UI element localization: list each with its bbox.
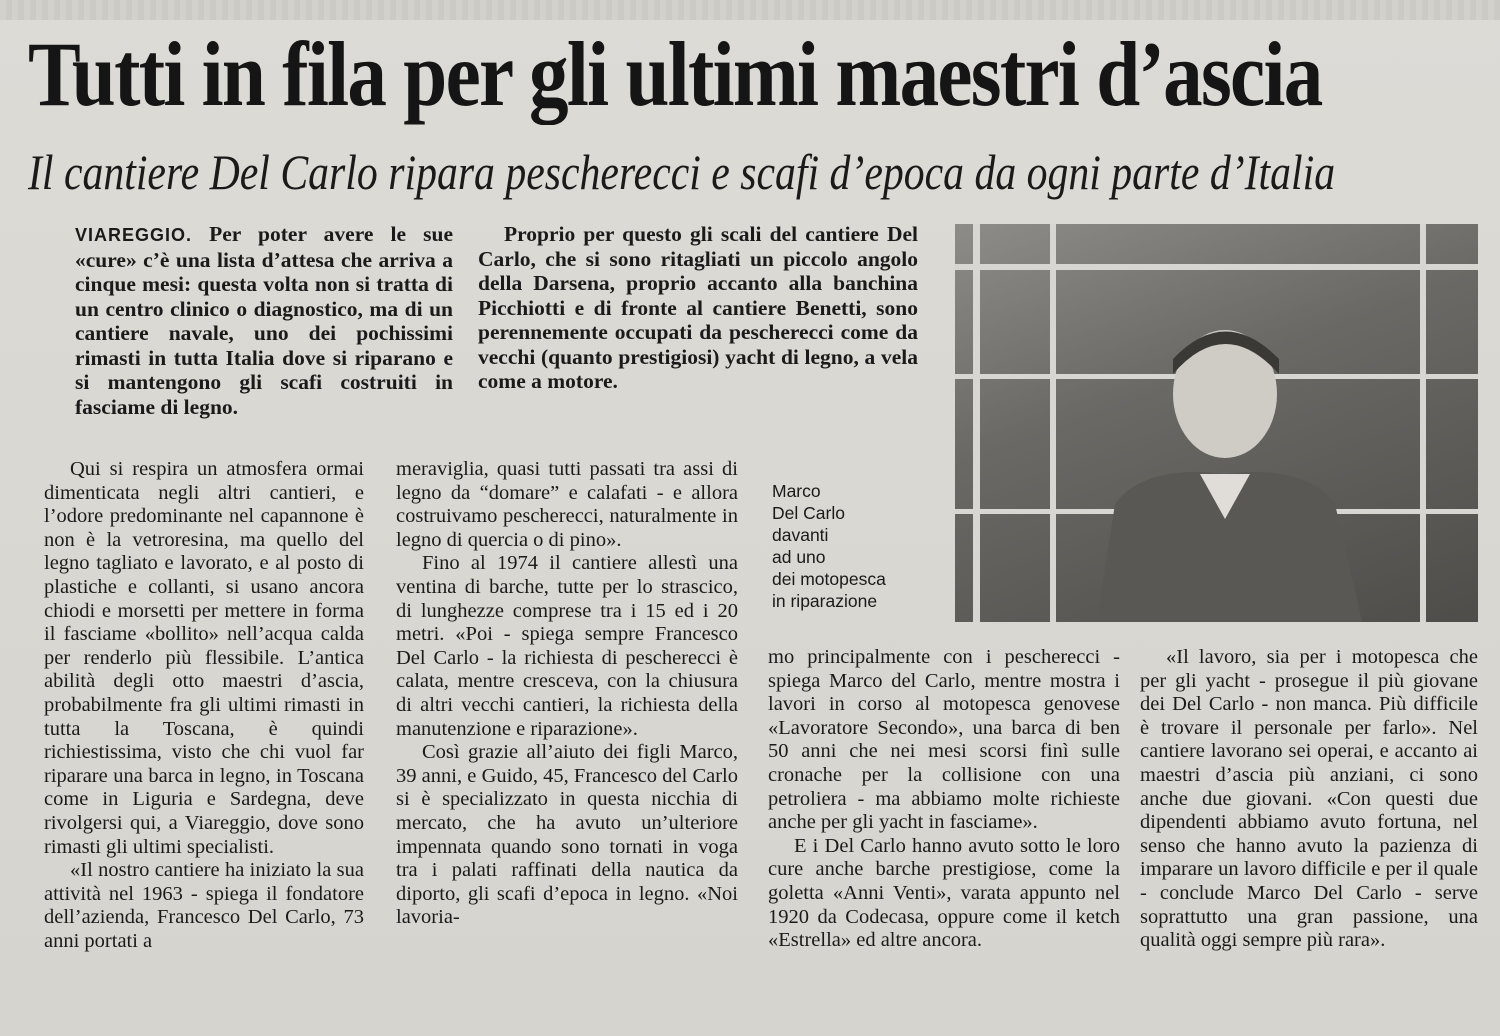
column-2-paragraph: Fino al 1974 il cantiere allestì una ventina di barche, tutte per lo strascico, di lunghezze comprese tra i 15 ed i 20 metri. «Poi - spiega sempre Francesco Del Carlo - la richiesta di pescherecci è calata, mentre cresceva, con la chiusura di altri vecchi cantieri, la richiesta della manutenzione e riparazione». — [396, 552, 738, 740]
column-2-paragraph: Così grazie all’aiuto dei figli Marco, 39 anni, e Guido, 45, Francesco del Carlo si è specializzato in questa nicchia di mercato, che ha avuto un’ulteriore impennata quando sono tornati in voga tra i palati raffinati della nautica da diporto, gli scafi d’epoca in legno. «Noi lavoria- — [396, 741, 738, 929]
article-headline: Tutti in fila per gli ultimi maestri d’ascia — [28, 23, 1322, 125]
scaffold-pole — [1420, 224, 1426, 622]
body-column-1 — [44, 458, 364, 953]
dateline: VIAREGGIO. — [75, 225, 193, 245]
caption-line: ad uno — [772, 547, 826, 567]
lead-paragraph-left — [75, 222, 453, 419]
scaffold-pole — [1050, 224, 1056, 622]
caption-line: in riparazione — [772, 591, 878, 611]
lead-paragraph-right — [478, 222, 918, 394]
body-column-3 — [768, 646, 1120, 953]
article-photo — [955, 224, 1478, 622]
scaffold-pole — [973, 224, 980, 622]
lead-left-text: Per poter avere le sue «cure» c’è una lista d’attesa che arriva a cinque mesi: questa volta non si tratta di un centro clinico o diagnostico, ma di un cantiere navale, uno dei pochissimi rimasti in tutta Italia dove si riparano e si mantengono gli scafi costruiti in fasciame di legno. — [75, 222, 453, 419]
column-4-paragraph: «Il lavoro, sia per i motopesca che per gli yacht - prosegue il più giovane dei Del Carlo - non manca. Più difficile è trovare il personale per farlo». Nel cantiere lavorano sei operai, e accanto ai maestri d’ascia più anziani, ci sono anche due giovani. «Con questi due dipendenti abbiamo avuto fortuna, nel senso che hanno avuto la pazienza di imparare un lavoro difficile e per il quale - conclude Marco Del Carlo - serve soprattutto una gran passione, una qualità oggi sempre più rara». — [1140, 646, 1478, 952]
column-3-paragraph: mo principalmente con i pescherecci - spiega Marco del Carlo, mentre mostra i lavori in corso al motopesca genovese «Lavoratore Secondo», una barca di ben 50 anni che nei mesi scorsi finì sulle cronache per la collisione con una petroliera - ma abbiamo molte richieste anche per gli yacht in fasciame». — [768, 646, 1120, 834]
column-1-paragraph: «Il nostro cantiere ha iniziato la sua attività nel 1963 - spiega il fondatore dell’azienda, Francesco Del Carlo, 73 anni portati a — [44, 859, 364, 952]
man-silhouette — [1075, 304, 1375, 622]
column-3-paragraph: E i Del Carlo hanno avuto sotto le loro cure anche barche prestigiose, come la goletta «Anni Venti», varata appunto nel 1920 da Codecasa, oppure come il ketch «Estrella» ed altre ancora. — [768, 834, 1120, 952]
caption-line: Marco — [772, 481, 821, 501]
scaffold-bar — [955, 264, 1478, 270]
caption-line: davanti — [772, 525, 829, 545]
article-subheadline: Il cantiere Del Carlo ripara pescherecci e scafi d’epoca da ogni parte d’Italia — [28, 144, 1336, 200]
column-2-paragraph: meraviglia, quasi tutti passati tra assi di legno da “domare” e calafati - e allora costruivamo pescherecci, naturalmente in legno di quercia o di pino». — [396, 458, 738, 551]
caption-line: dei motopesca — [772, 569, 886, 589]
caption-line: Del Carlo — [772, 503, 845, 523]
column-1-paragraph: Qui si respira un atmosfera ormai dimenticata negli altri cantieri, e l’odore predominante nel capannone è non è la vetroresina, ma quello del legno tagliato e lavorato, e al posto di plastiche e collanti, si usano ancora chiodi e morsetti per mettere in forma il fasciame «bollito» nell’acqua calda per renderlo più flessibile. L’antica abilità degli otto maestri d’ascia, probabilmente fra gli ultimi rimasti in tutta la Toscana, è quindi richiestissima, visto che chi vuol far riparare una barca in legno, in Toscana come in Liguria e Sardegna, deve rivolgersi qui, a Viareggio, dove sono rimasti gli ultimi specialisti. — [44, 458, 364, 858]
body-column-4 — [1140, 646, 1478, 953]
lead-right-text: Proprio per questo gli scali del cantiere Del Carlo, che si sono ritagliati un piccolo angolo della Darsena, proprio accanto alla banchina Picchiotti e di fronte al cantiere Benetti, sono perennemente occupati da pescherecci come da vecchi (quanto prestigiosi) yacht di legno, a vela come a motore. — [478, 222, 918, 393]
photo-caption — [772, 480, 942, 612]
page-top-strip — [0, 0, 1500, 20]
body-column-2 — [396, 458, 738, 930]
